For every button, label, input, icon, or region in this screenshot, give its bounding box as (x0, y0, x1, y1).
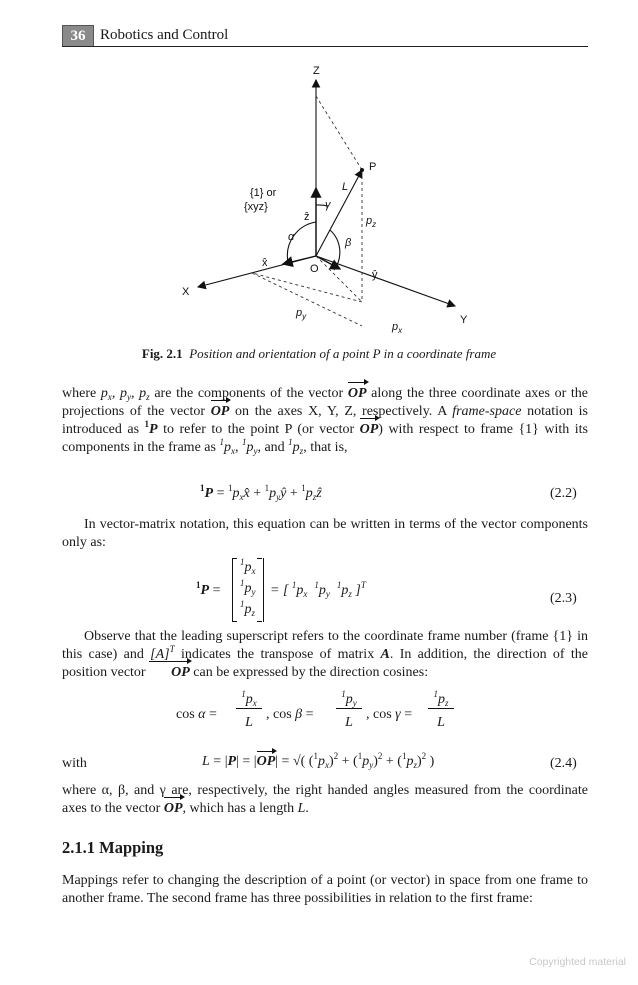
label-y-hat: ŷ (372, 269, 378, 281)
label-p: P (369, 161, 377, 173)
header-rule (62, 46, 588, 47)
label-px: $p_x$ (392, 321, 403, 335)
y-axis (316, 256, 455, 306)
label-x-hat: x̂ (262, 257, 268, 269)
paragraph-angles: where α, β, and γ are, respectively, the right handed angles measured from the coordinate axes to the vector OP, which has a length L. (62, 783, 588, 816)
equation-2-2: $^1P = ^1p_xx̂$ + $^1p_yŷ$ + $^1p_zẑ$ (200, 483, 322, 502)
figure-caption (0, 346, 638, 362)
equation-2-4: L = |P| = |OP| = √( $(^1p_x)^2 + (^1p_y)^2 + (^1p_z)^2$ ) (202, 751, 435, 770)
label-z: Z (313, 65, 320, 77)
label-origin: O (310, 263, 319, 275)
label-l: L (342, 181, 349, 193)
running-title: Robotics and Control (100, 27, 229, 43)
label-alpha: α (288, 231, 295, 243)
page-header (62, 22, 588, 48)
caption-text: Position and orientation of a point P in a coordinate frame (189, 346, 497, 361)
label-gamma: γ (325, 199, 331, 211)
label-frame-2: {xyz} (244, 201, 268, 213)
equation-2-3: $^1$P = $^1p_x$ $^1p_y$ $^1p_z$ = [ $^1p_x$ $^1p_y$ $^1p_z$ ]$^T$ (196, 556, 496, 626)
paragraph-superscript: Observe that the leading superscript refers to the coordinate frame number (frame {1} in this case) and $[A]^T$ indicates the transpose of matrix A. In addition, the direction of the position vector OP can be expressed by the direction cosines: (62, 629, 588, 680)
label-x: X (182, 286, 190, 298)
section-heading-mapping: 2.1.1 Mapping (62, 838, 164, 857)
coordinate-frame-figure (170, 60, 480, 340)
equation-number-2-4: (2.4) (550, 756, 577, 771)
label-y: Y (460, 314, 468, 326)
paragraph-mapping: Mappings refer to changing the description of a point (or vector) in space from one frame to another frame. The second frame has three possibilities in relation to the first frame: (62, 873, 588, 906)
label-beta: β (345, 237, 352, 249)
paragraph-components: where $p_x$, $p_y$, $p_z$ are the components of the vector OP along the three coordinate axes or the projections of the vector OP on the axes X, Y, Z, respectively. A frame-space notation is introduced as $^1$P to refer to the point P (or vector OP) with respect to frame {1} with its components in the frame as $^1p_x$, $^1p_y$, and $^1p_z$, that is, (62, 386, 589, 456)
direction-cosines: cos α = $^1p_x$ L , cos β = $^1p_y$ L , cos γ = $^1p_z$ L (176, 692, 476, 736)
label-py: $p_y$ (296, 307, 307, 321)
label-frame-1: {1} or (250, 187, 277, 199)
paragraph-vector-matrix: In vector-matrix notation, this equation can be written in terms of the vector components only as: (62, 517, 588, 550)
with-label: with (62, 756, 87, 771)
copyright-watermark: Copyrighted material (529, 956, 626, 968)
page-number: 36 (62, 25, 94, 47)
equation-number-2-2: (2.2) (550, 486, 577, 501)
label-z-hat: ẑ (304, 211, 310, 223)
caption-number: Fig. 2.1 (141, 346, 183, 361)
label-pz: $p_z$ (366, 215, 377, 229)
equation-number-2-3: (2.3) (550, 591, 577, 606)
